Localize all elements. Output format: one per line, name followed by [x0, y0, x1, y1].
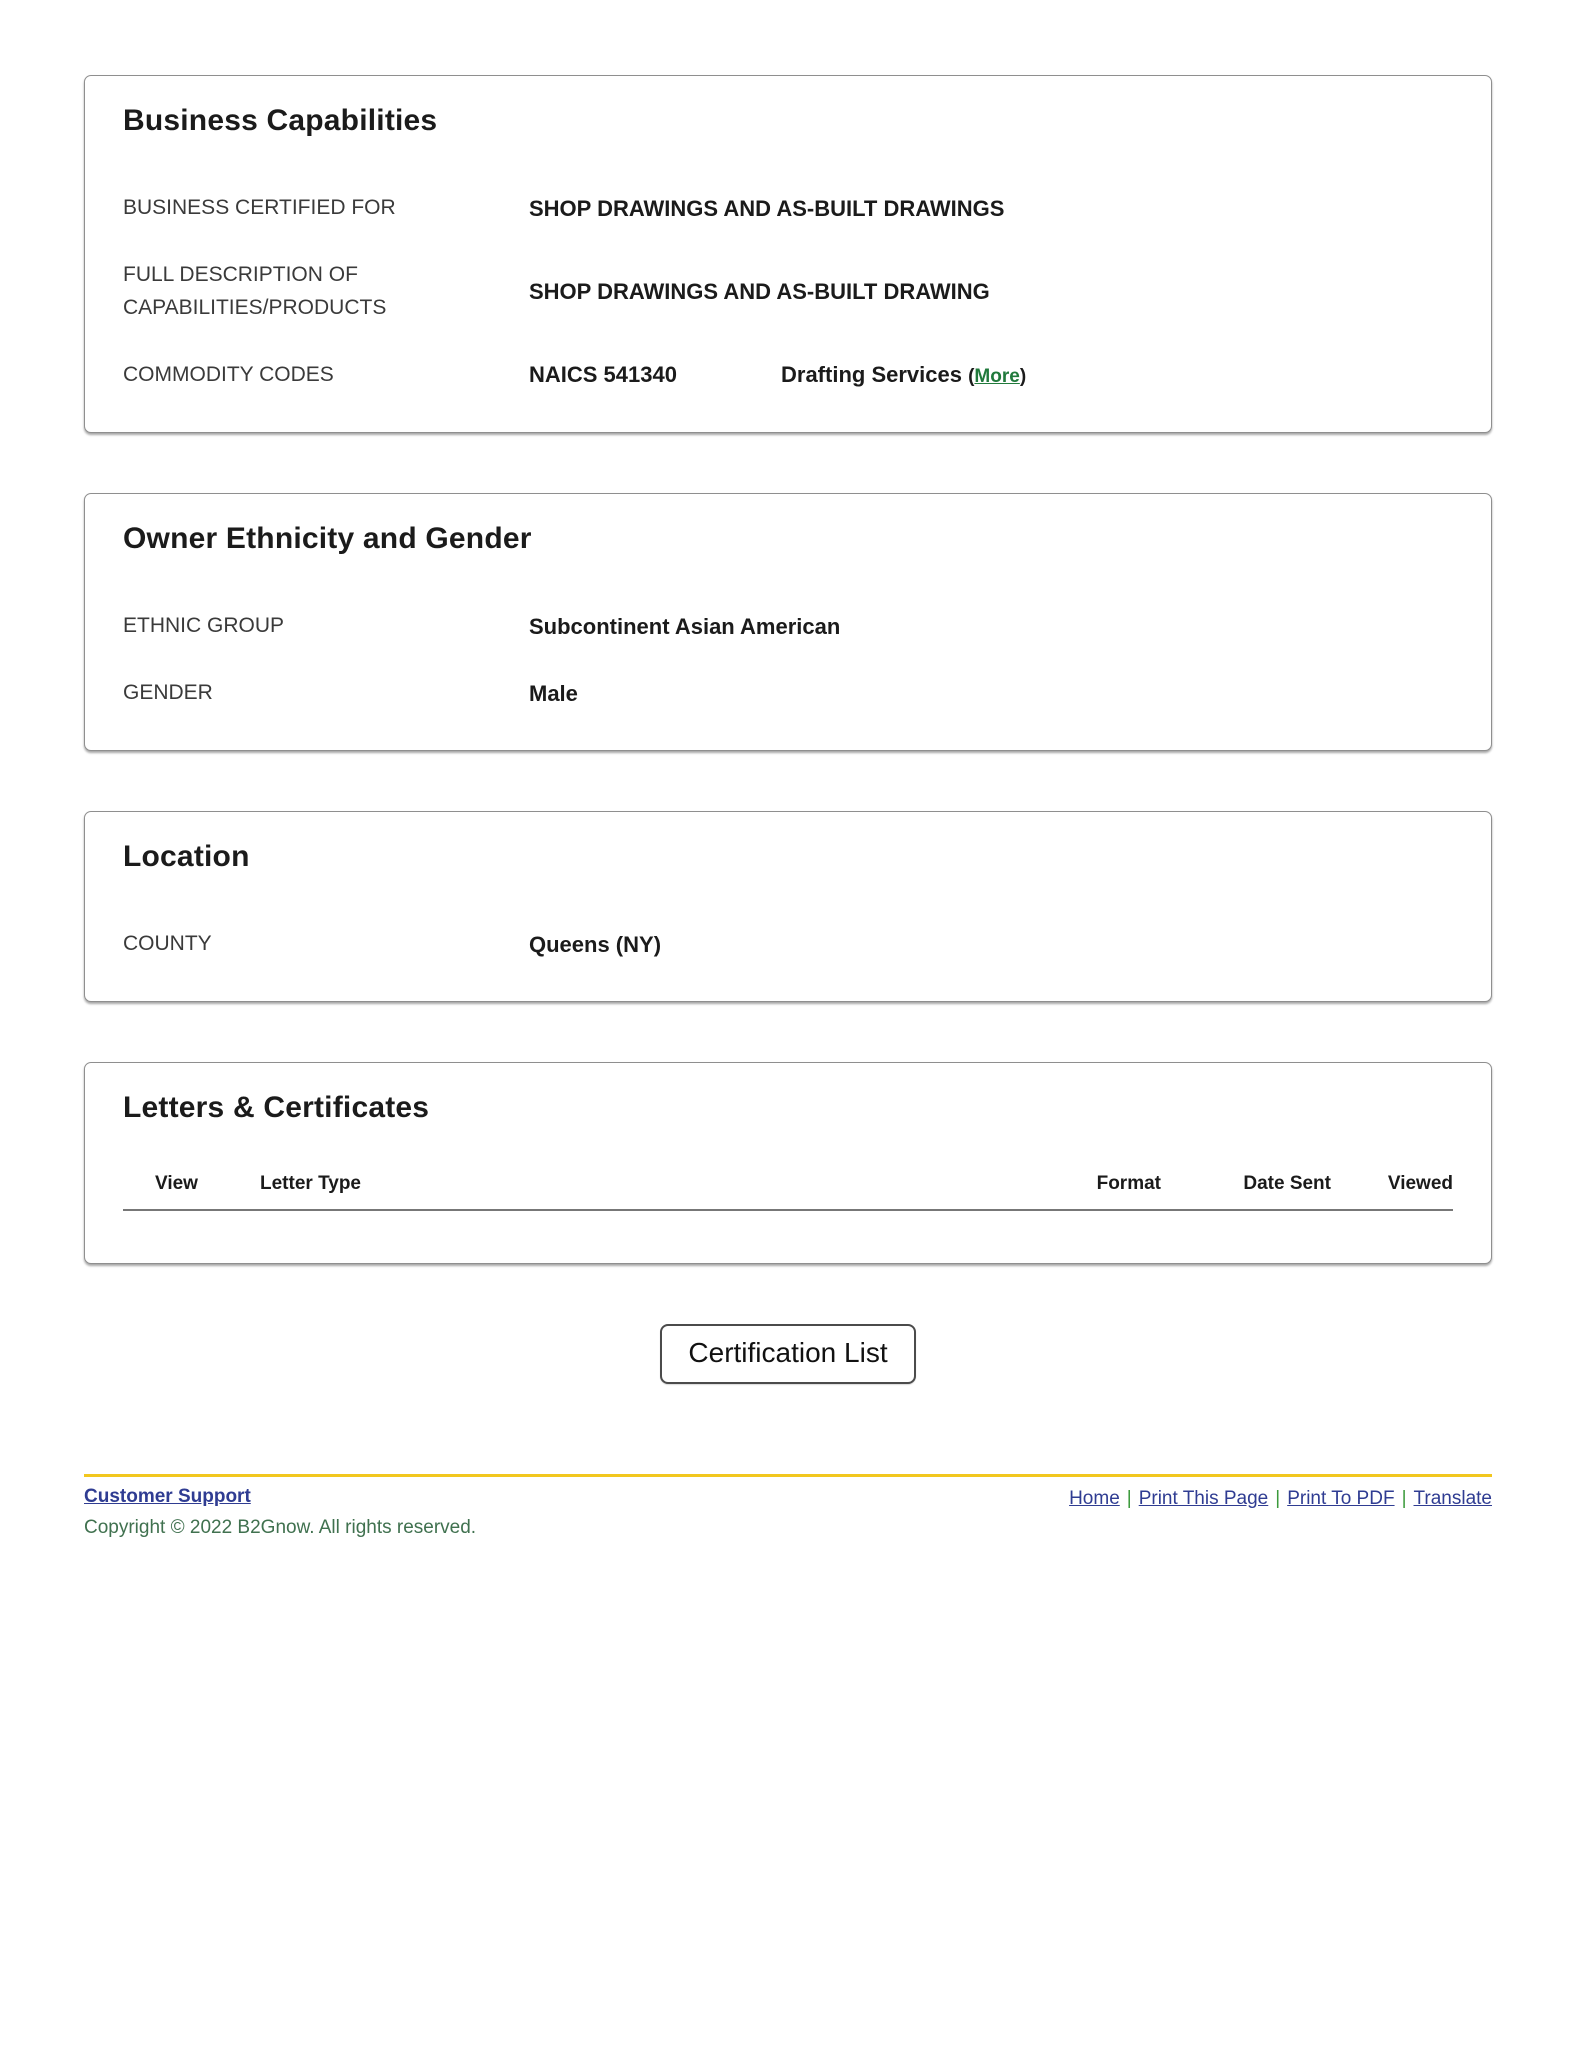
column-header-letter-type: Letter Type	[260, 1172, 362, 1194]
footer-separator: |	[1275, 1487, 1281, 1509]
field-label: COUNTY	[123, 931, 212, 955]
business-capabilities-panel	[84, 75, 1492, 433]
paren-open: (	[968, 366, 975, 388]
field-value: Queens (NY)	[529, 931, 662, 957]
letters-certificates-title: Letters & Certificates	[123, 1090, 430, 1124]
commodity-description	[781, 358, 1026, 392]
field-value: Male	[529, 680, 578, 706]
full-description-row	[123, 259, 1453, 324]
column-header-format: Format	[1096, 1172, 1161, 1194]
customer-support-link[interactable]: Customer Support	[84, 1485, 251, 1507]
field-label: GENDER	[123, 680, 213, 704]
footer-separator: |	[1126, 1487, 1132, 1509]
owner-ethnicity-gender-title: Owner Ethnicity and Gender	[123, 521, 532, 555]
footer-link-home[interactable]: Home	[1069, 1487, 1120, 1509]
field-label: ETHNIC GROUP	[123, 613, 285, 637]
location-panel	[84, 811, 1492, 1002]
more-link[interactable]: More	[974, 366, 1020, 388]
field-label: BUSINESS CERTIFIED FOR	[123, 196, 396, 220]
field-value: SHOP DRAWINGS AND AS-BUILT DRAWING	[529, 279, 990, 305]
footer-separator: |	[1401, 1487, 1407, 1509]
commodity-value	[529, 358, 1026, 392]
naics-code: NAICS 541340	[529, 362, 677, 388]
footer-link-translate[interactable]: Translate	[1413, 1487, 1492, 1509]
footer-link-print-to-pdf[interactable]: Print To PDF	[1287, 1487, 1395, 1509]
copyright-text: Copyright © 2022 B2Gnow. All rights reserved.	[84, 1516, 477, 1538]
column-header-view: View	[155, 1172, 198, 1194]
location-title: Location	[123, 839, 250, 873]
field-value: Subcontinent Asian American	[529, 613, 841, 639]
business-certified-for-row	[123, 192, 1453, 225]
business-capabilities-title: Business Capabilities	[123, 104, 438, 137]
paren-close: )	[1019, 366, 1027, 388]
footer-left	[84, 1486, 476, 1539]
letters-certificates-panel	[84, 1062, 1492, 1264]
table-header-row	[123, 1173, 1453, 1211]
ethnic-group-row	[123, 610, 1453, 643]
column-header-date-sent: Date Sent	[1243, 1172, 1331, 1194]
owner-ethnicity-gender-panel	[84, 493, 1492, 751]
more-link-wrap	[968, 366, 1026, 387]
footer	[84, 1474, 1492, 1539]
field-label: FULL DESCRIPTION OF CAPABILITIES/PRODUCTS	[123, 263, 387, 319]
footer-right	[1069, 1486, 1492, 1510]
county-row	[123, 928, 1453, 961]
column-header-viewed: Viewed	[1387, 1172, 1453, 1194]
certification-list-button[interactable]: Certification List	[660, 1324, 915, 1384]
field-value: SHOP DRAWINGS AND AS-BUILT DRAWINGS	[529, 196, 1005, 221]
table-empty-body	[123, 1211, 1453, 1229]
letters-certificates-table	[123, 1173, 1453, 1229]
footer-link-print-this-page[interactable]: Print This Page	[1138, 1487, 1269, 1509]
commodity-codes-row	[123, 358, 1453, 392]
commodity-description-text: Drafting Services	[781, 362, 962, 388]
button-row	[84, 1324, 1492, 1384]
page-content	[84, 0, 1492, 1539]
field-label: COMMODITY CODES	[123, 362, 334, 386]
gender-row	[123, 677, 1453, 710]
